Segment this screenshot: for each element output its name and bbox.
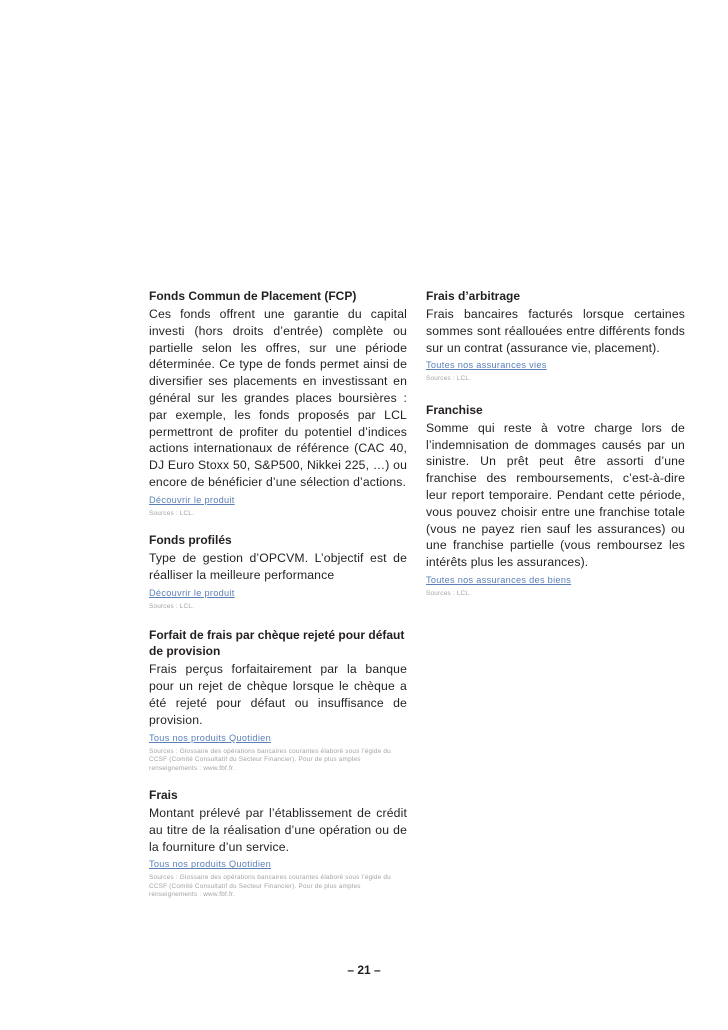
discover-product-link[interactable]: Découvrir le produit <box>149 494 235 505</box>
entry-source: Sources : Glossaire des opérations bancaires courantes élaboré sous l’égide du CCSF (Comité Consultatif du Secteur Financier). Pour de plus amples renseignements : www.fbf.fr. <box>149 747 391 772</box>
glossary-entry-frais-arbitrage <box>426 288 685 384</box>
entry-source: Sources : Glossaire des opérations bancaires courantes élaboré sous l’égide du CCSF (Comité Consultatif du Secteur Financier). Pour de plus amples renseignements : www.fbf.fr. <box>149 874 391 899</box>
right-column <box>426 288 685 599</box>
entry-term: Fonds profilés <box>149 533 232 548</box>
everyday-products-link[interactable]: Tous nos produits Quotidien <box>149 859 271 870</box>
glossary-entry-franchise <box>426 402 685 599</box>
glossary-entry-fonds-profiles <box>149 532 407 611</box>
left-column <box>149 288 407 900</box>
entry-term: Forfait de frais par chèque rejeté pour défaut de provision <box>149 628 405 659</box>
entry-source: Sources : LCL. <box>149 509 195 517</box>
entry-definition: Ces fonds offrent une garantie du capital investi (hors droits d’entrée) complète ou partielle selon les offres, sur une période déterminée. Ce type de fonds permet ainsi de diversifier ses placements en investissant en général sur les grandes places boursières : par exemple, les fonds proposés par LCL permettront de profiter du potentiel d’indices actions internationaux de référence (CAC 40, DJ Euro Stoxx 50, S&P500, Nikkei 225, …) ou encore de bénéficier d’une sélection d’actions. <box>149 307 407 489</box>
discover-product-link[interactable]: Découvrir le produit <box>149 587 235 598</box>
entry-term: Frais <box>149 788 178 803</box>
everyday-products-link[interactable]: Tous nos produits Quotidien <box>149 732 271 743</box>
glossary-entry-fcp <box>149 288 407 518</box>
glossary-entry-forfait-cheque <box>149 627 407 773</box>
entry-definition: Montant prélevé par l’établissement de crédit au titre de la réalisation d’une opération ou de la fourniture d’un service. <box>149 806 407 854</box>
entry-definition: Type de gestion d’OPCVM. L’objectif est de réalliser la meilleure performance <box>149 551 407 583</box>
entry-source: Sources : LCL. <box>149 602 195 610</box>
entry-definition: Frais bancaires facturés lorsque certaines sommes sont réallouées entre différents fonds sur un contrat (assurance vie, placement). <box>426 307 685 355</box>
page-number: – 21 – <box>347 963 381 977</box>
entry-source: Sources : LCL. <box>426 375 472 383</box>
glossary-entry-frais <box>149 787 407 900</box>
property-insurance-link[interactable]: Toutes nos assurances des biens <box>426 575 572 586</box>
entry-term: Frais d’arbitrage <box>426 289 521 303</box>
entry-term: Franchise <box>426 402 483 417</box>
entry-definition: Somme qui reste à votre charge lors de l’indemnisation de dommages causés par un sinistre. Un prêt peut être assorti d’une franchise des remboursements, c’est-à-dire leur report temporaire. Pendant cette période, vous pouvez choisir entre une franchise totale (vous ne payez rien sauf les assurances) ou une franchise partielle (vous remboursez les intérêts plus les assurances). <box>426 420 685 570</box>
entry-definition: Frais perçus forfaitairement par la banque pour un rejet de chèque lorsque le chèque a été rejeté pour défaut ou insuffisance de provision. <box>149 662 407 727</box>
entry-source: Sources : LCL. <box>426 590 472 598</box>
entry-term: Fonds Commun de Placement (FCP) <box>149 289 357 303</box>
life-insurance-link[interactable]: Toutes nos assurances vies <box>426 360 547 371</box>
